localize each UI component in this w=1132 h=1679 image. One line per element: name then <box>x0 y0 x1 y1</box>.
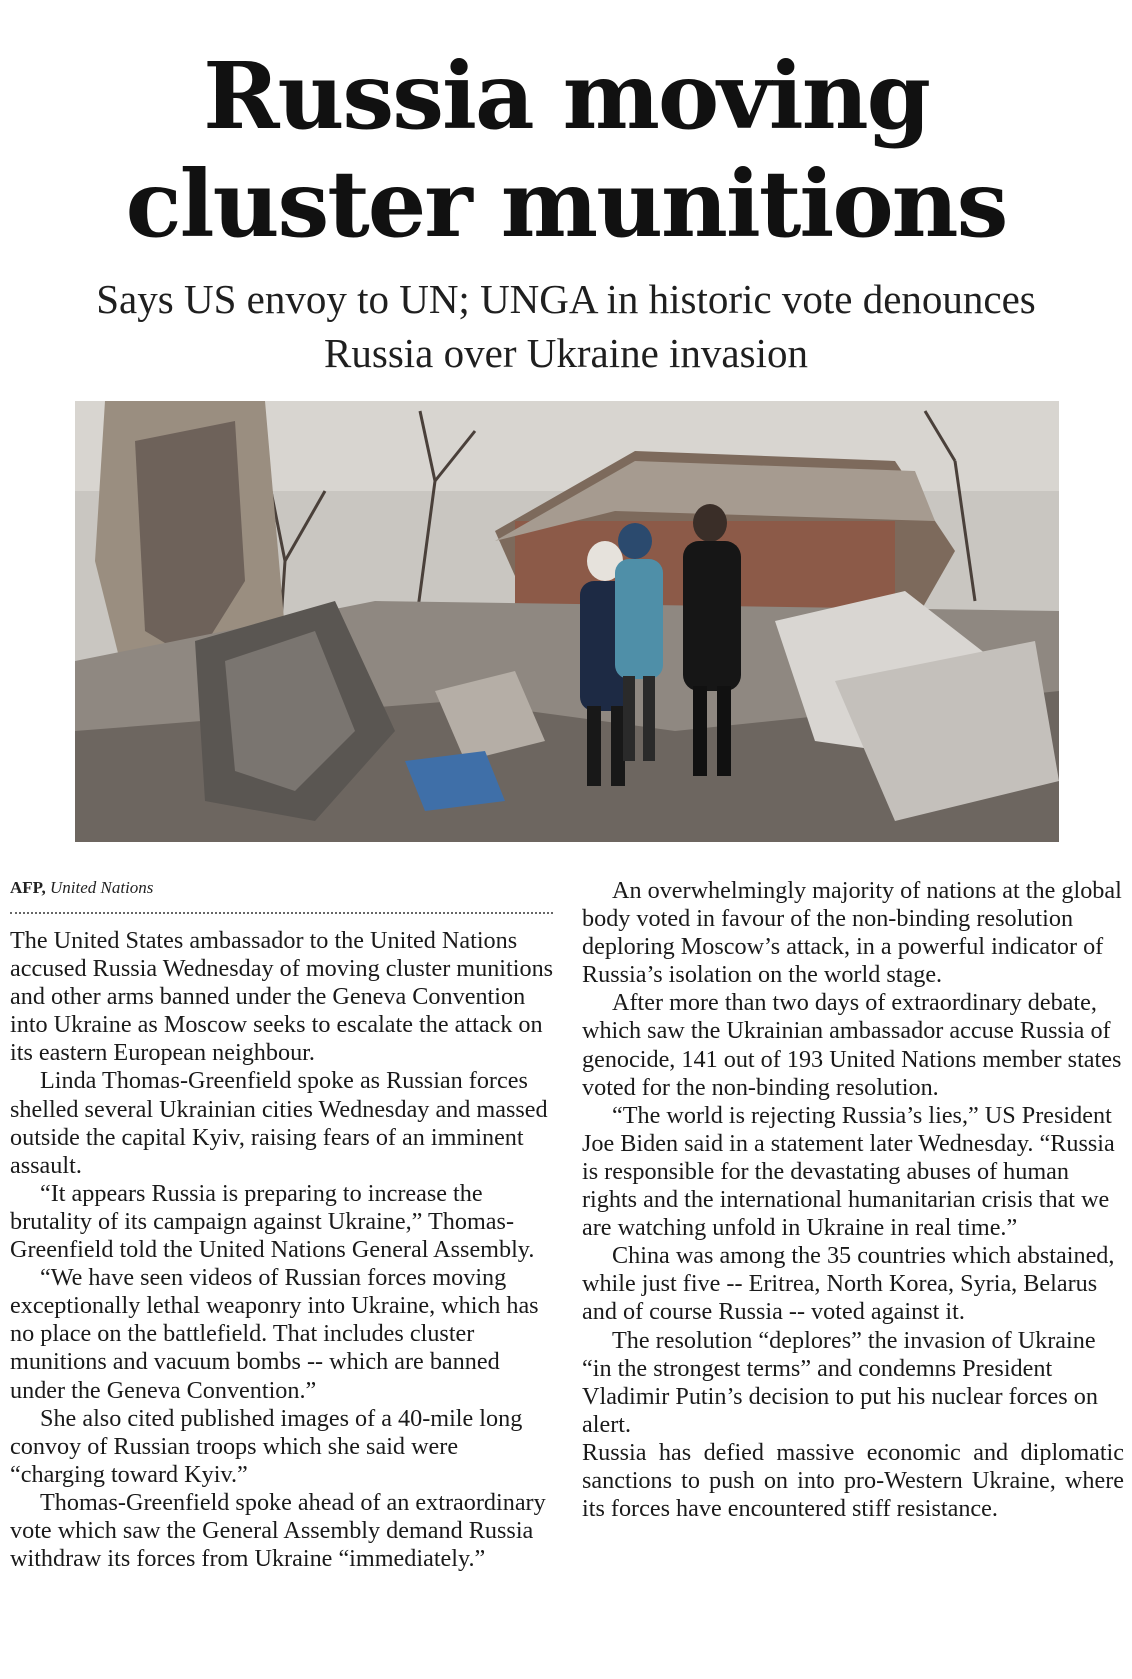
paragraph: Thomas-Greenfield spoke ahead of an extraordinary vote which saw the General Assembly demand Russia withdraw its forces from Ukraine “immediately.” <box>10 1488 546 1573</box>
subheadline-line-1: Says US envoy to UN; UNGA in historic vote denounces <box>96 276 1036 322</box>
headline <box>0 42 1132 258</box>
byline-agency: AFP, <box>10 878 46 897</box>
right-column <box>582 877 1124 1523</box>
left-column <box>10 927 558 1573</box>
rubble-photo <box>75 401 1059 842</box>
headline-line-2: cluster munitions <box>125 150 1007 258</box>
paragraph: “We have seen videos of Russian forces moving exceptionally lethal weaponry into Ukraine, which has no place on the battlefield. That includes cluster munitions and vacuum bombs -- which are banned under the Geneva Convention.” <box>10 1264 539 1404</box>
paragraph: China was among the 35 countries which abstained, while just five -- Eritrea, North Korea, Syria, Belarus and of course Russia -- voted against it. <box>582 1242 1115 1326</box>
paragraph: “The world is rejecting Russia’s lies,” US President Joe Biden said in a statement later Wednesday. “Russia is responsible for the devastating abuses of human rights and the international humanitarian crisis that we are watching unfold in Ukraine in real time.” <box>582 1101 1115 1242</box>
paragraph: An overwhelmingly majority of nations at the global body voted in favour of the non-binding resolution deploring Moscow’s attack, in a powerful indicator of Russia’s isolation on the world stage. <box>582 877 1122 989</box>
headline-line-1: Russia moving <box>203 42 929 150</box>
byline <box>10 877 553 899</box>
paragraph: The United States ambassador to the United Nations accused Russia Wednesday of moving cluster munitions and other arms banned under the Geneva Convention into Ukraine as Moscow seeks to escalate the attack on its eastern European neighbour. <box>10 927 554 1067</box>
paragraph: She also cited published images of a 40-mile long convoy of Russian troops which she said were “charging toward Kyiv.” <box>10 1404 523 1488</box>
byline-location: United Nations <box>50 878 154 897</box>
paragraph: After more than two days of extraordinary debate, which saw the Ukrainian ambassador accuse Russia of genocide, 141 out of 193 United Nations member states voted for the non-binding resolution. <box>582 989 1122 1101</box>
paragraph: Russia has defied massive economic and diplomatic sanctions to push on into pro-Western Ukraine, where its forces have encountered stiff resistance. <box>582 1438 1124 1523</box>
paragraph: “It appears Russia is preparing to increase the brutality of its campaign against Ukraine,” Thomas-Greenfield told the United Nations General Assembly. <box>10 1179 535 1264</box>
subheadline <box>0 272 1132 380</box>
paragraph: Linda Thomas-Greenfield spoke as Russian forces shelled several Ukrainian cities Wednesday and massed outside the capital Kyiv, raising fears of an imminent assault. <box>10 1067 548 1179</box>
subheadline-line-2: Russia over Ukraine invasion <box>324 330 808 376</box>
byline-divider <box>10 912 553 914</box>
paragraph: The resolution “deplores” the invasion of Ukraine “in the strongest terms” and condemns President Vladimir Putin’s decision to put his nuclear forces on alert. <box>582 1326 1098 1438</box>
